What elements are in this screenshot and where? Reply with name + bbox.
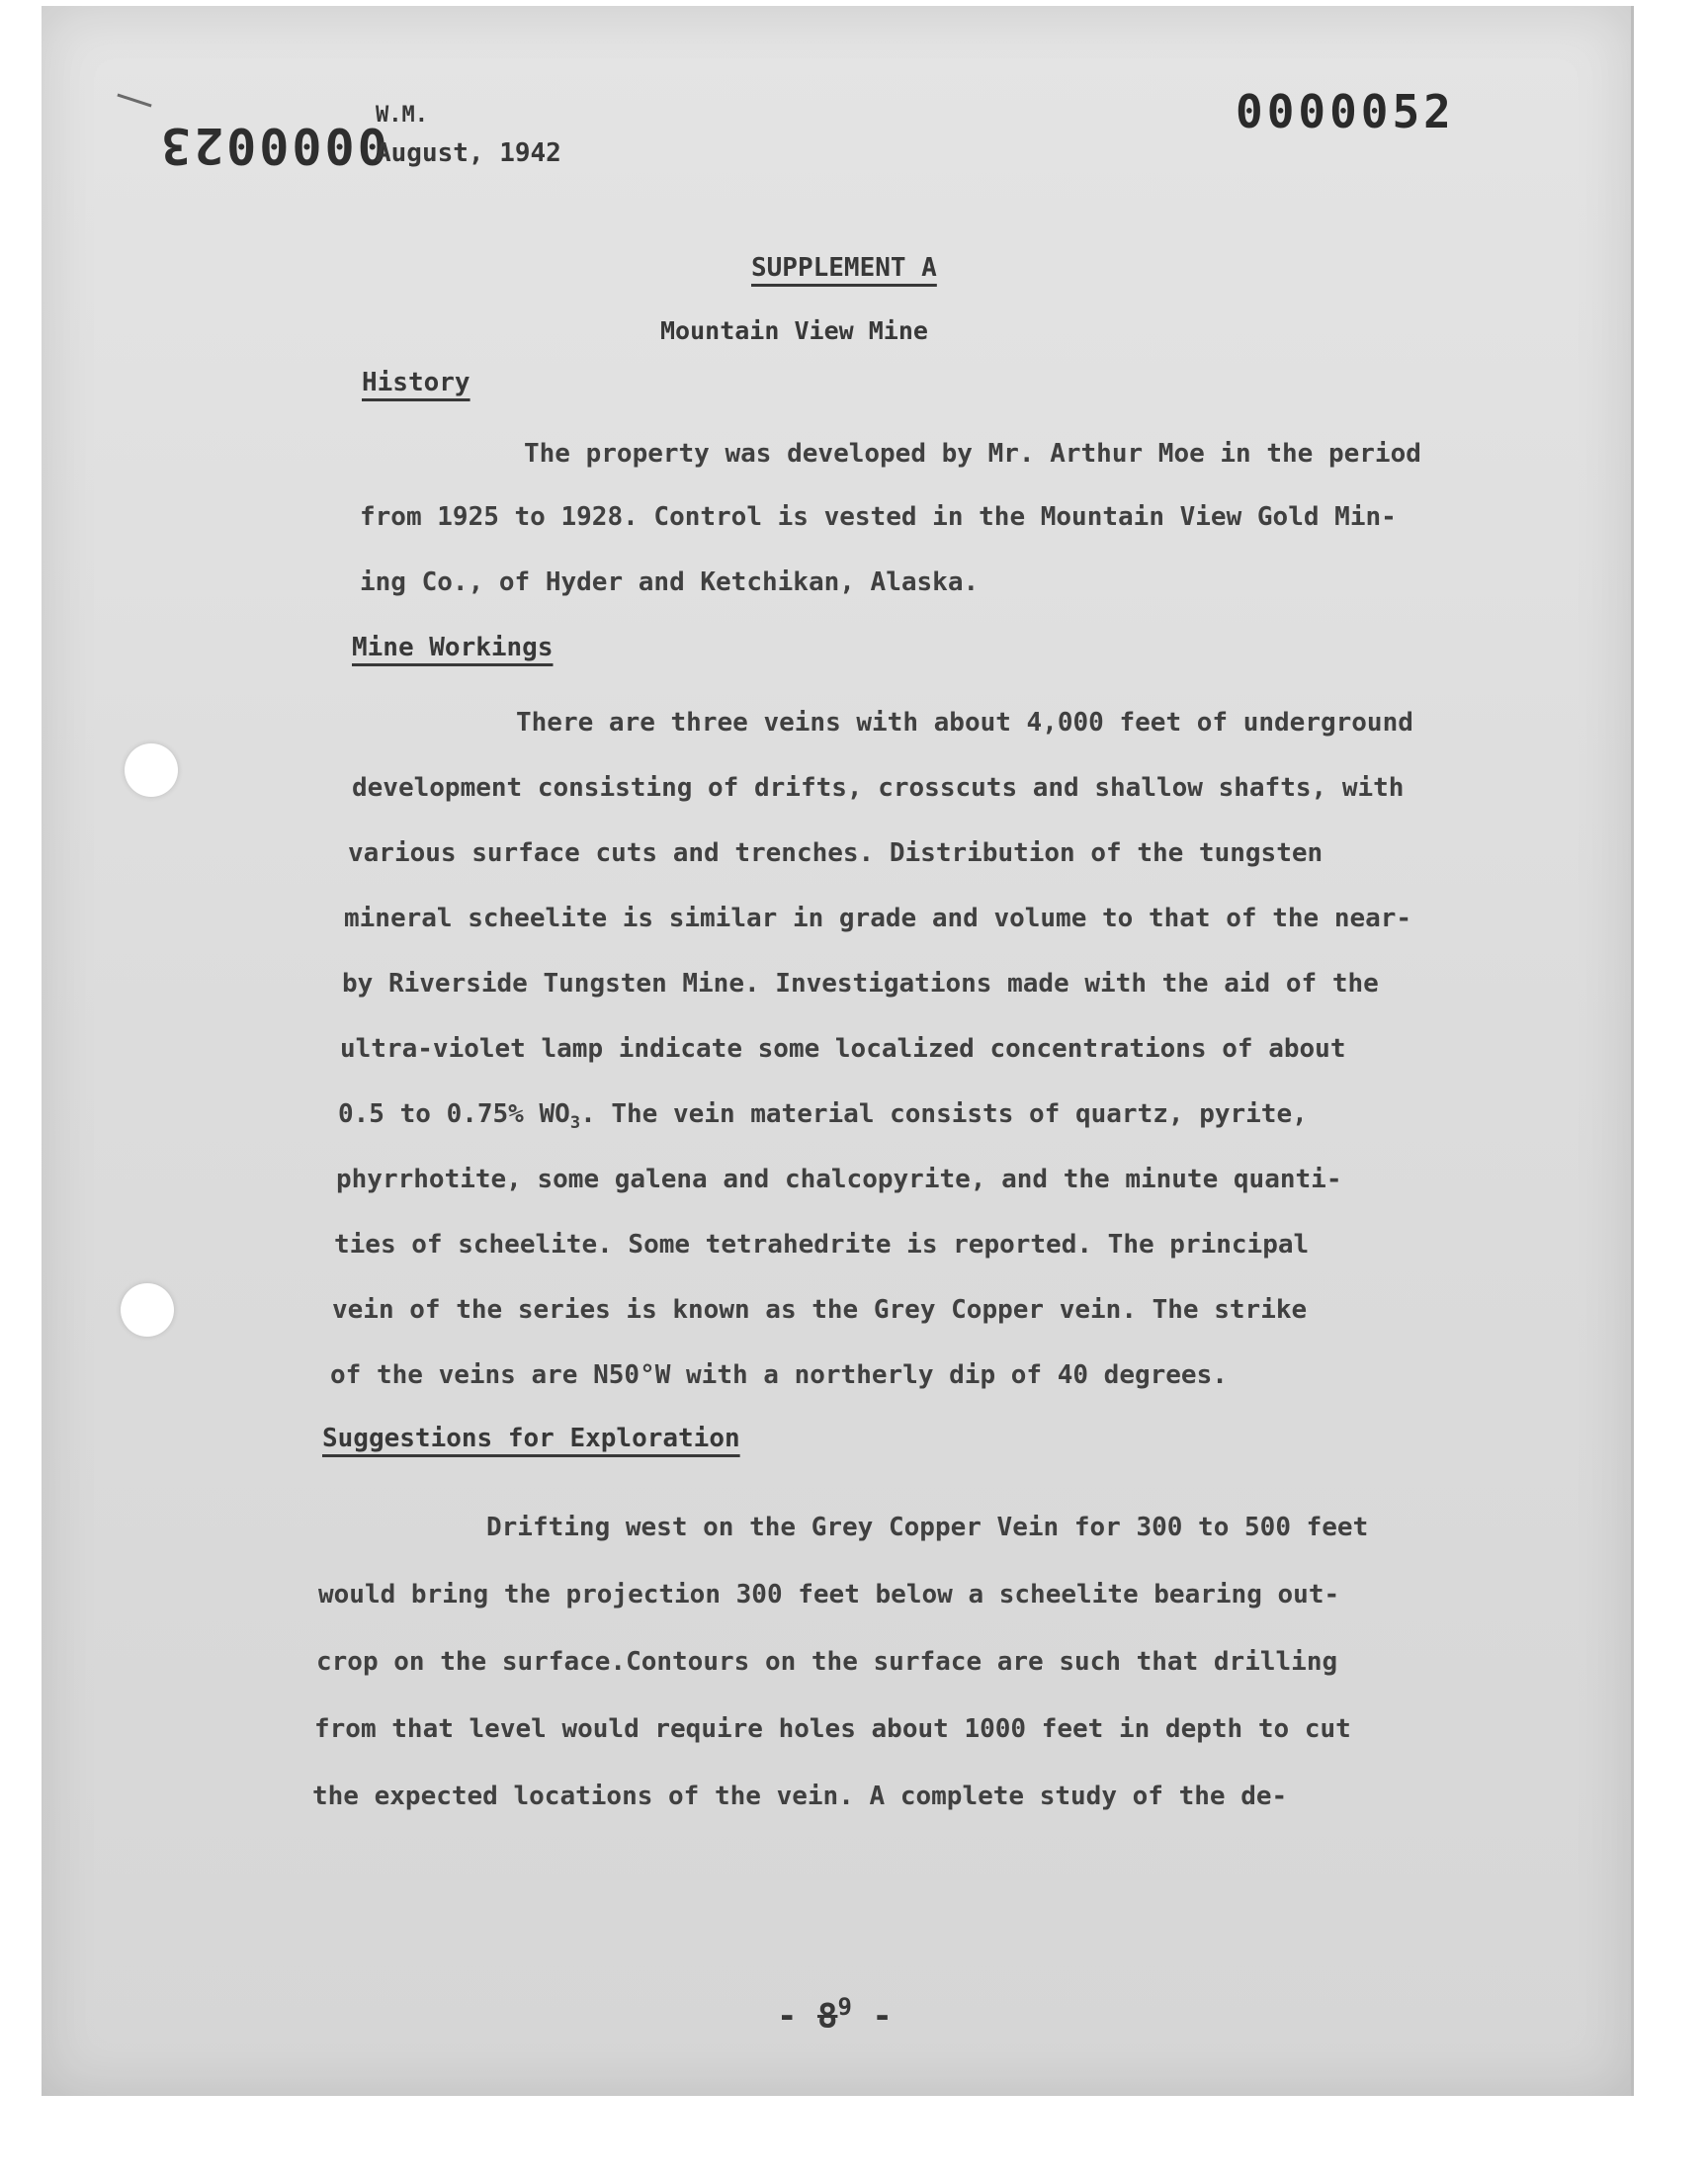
paragraph-line: the expected locations of the vein. A complete study of the de- xyxy=(312,1782,1288,1811)
page-suffix: - xyxy=(851,1996,893,2037)
subscript-3: 3 xyxy=(569,1113,581,1133)
page-number xyxy=(777,1993,893,2036)
paragraph-line: mineral scheelite is similar in grade and volume to that of the near- xyxy=(344,904,1412,933)
document-date: August, 1942 xyxy=(376,138,561,168)
paragraph-line: ing Co., of Hyder and Ketchikan, Alaska. xyxy=(360,567,980,597)
paragraph-line: ultra-violet lamp indicate some localized concentrations of about xyxy=(340,1034,1346,1064)
page-prefix: - xyxy=(777,1996,817,2037)
page-number-corrected: 9 xyxy=(837,1993,852,2021)
paragraph-line: from 1925 to 1928. Control is vested in the Mountain View Gold Min- xyxy=(360,502,1397,532)
sheet-edge xyxy=(1631,6,1634,2096)
paragraph-line: would bring the projection 300 feet below a scheelite bearing out- xyxy=(318,1580,1340,1610)
line-continuation: . The vein material consists of quartz, pyrite, xyxy=(580,1099,1308,1129)
document-number: 0000052 xyxy=(1236,85,1455,138)
stamp-number-inverted: 0000023 xyxy=(158,117,387,174)
paragraph-line: There are three veins with about 4,000 feet of underground xyxy=(516,708,1413,738)
paragraph-line: Drifting west on the Grey Copper Vein for 300 to 500 feet xyxy=(486,1513,1369,1542)
paragraph-line: phyrrhotite, some galena and chalcopyrite, and the minute quanti- xyxy=(336,1165,1342,1194)
paragraph-line: from that level would require holes about 1000 feet in depth to cut xyxy=(314,1714,1351,1744)
punch-hole-upper xyxy=(125,743,178,797)
paragraph-line: ties of scheelite. Some tetrahedrite is reported. The principal xyxy=(334,1230,1310,1260)
paragraph-line: The property was developed by Mr. Arthur Moe in the period xyxy=(524,439,1421,469)
paragraph-line: of the veins are N50°W with a northerly dip of 40 degrees. xyxy=(330,1360,1228,1390)
section-heading-mine-workings: Mine Workings xyxy=(352,633,554,662)
section-heading-history: History xyxy=(362,368,470,397)
section-heading-exploration: Suggestions for Exploration xyxy=(322,1424,740,1453)
paragraph-line: by Riverside Tungsten Mine. Investigations made with the aid of the xyxy=(342,969,1379,999)
line-text: 0.5 to 0.75% WO xyxy=(338,1099,570,1129)
page-number-struck: 8 xyxy=(816,1996,838,2037)
paragraph-line: development consisting of drifts, crosscuts and shallow shafts, with xyxy=(352,773,1405,803)
paragraph-line: vein of the series is known as the Grey Copper vein. The strike xyxy=(332,1295,1308,1325)
paragraph-line-wo3 xyxy=(338,1099,1308,1133)
document-title: SUPPLEMENT A xyxy=(751,253,937,283)
paragraph-line: crop on the surface.Contours on the surface are such that drilling xyxy=(316,1647,1338,1677)
paragraph-line: various surface cuts and trenches. Distribution of the tungsten xyxy=(348,838,1324,868)
document-subtitle: Mountain View Mine xyxy=(660,316,928,345)
author-initials: W.M. xyxy=(376,103,428,128)
punch-hole-lower xyxy=(121,1283,174,1337)
